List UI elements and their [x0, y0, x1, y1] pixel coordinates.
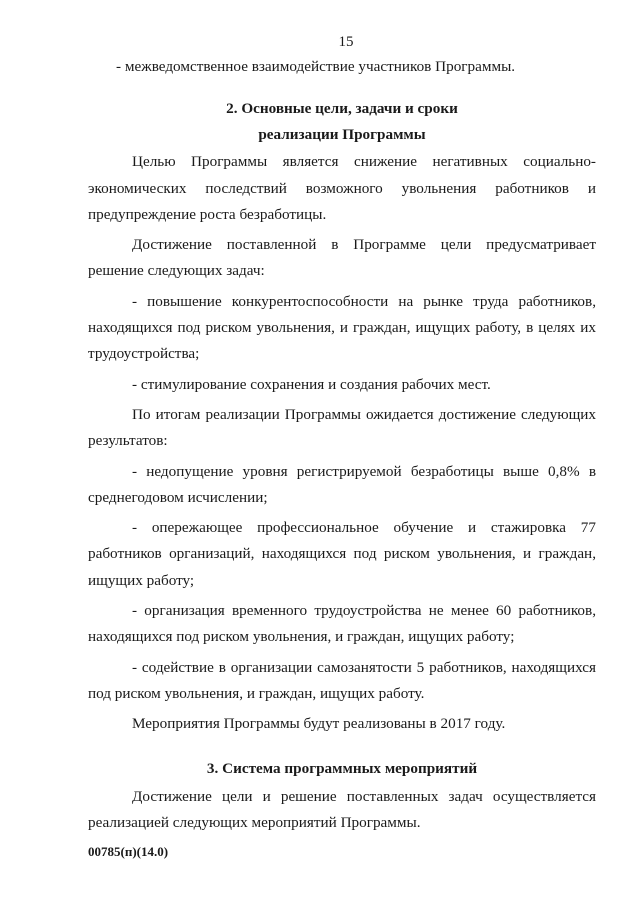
bullet-self-employment: - содействие в организации самозанятости 5 работников, находящихся под риском увольнения, и граждан, ищущих работу.: [88, 658, 596, 702]
page-number: 15: [338, 34, 354, 50]
intro-bullet: - межведомственное взаимодействие участников Программы.: [116, 58, 516, 75]
bullet-competitiveness: - повышение конкурентоспособности на рынке труда работников, находящихся под риском увольнения, и граждан, ищущих работу, в целях их трудоустройства;: [88, 292, 596, 363]
section-3-title: 3. Система программных мероприятий: [206, 759, 478, 777]
section-3-heading: [88, 756, 596, 782]
document-page: [88, 32, 596, 836]
paragraph-results-intro: По итогам реализации Программы ожидается достижение следующих результатов:: [88, 405, 596, 450]
paragraph-timeline: Мероприятия Программы будут реализованы в 2017 году.: [132, 715, 506, 733]
section-2-title-line-1: 2. Основные цели, задачи и сроки: [226, 100, 458, 118]
bullet-training: - опережающее профессиональное обучение и стажировка 77 работников организаций, находящихся под риском увольнения, и граждан, ищущих работу;: [88, 519, 596, 589]
bullet-unemployment: - недопущение уровня регистрируемой безработицы выше 0,8% в среднегодовом исчислении;: [88, 462, 596, 506]
paragraph-tasks-intro: Достижение поставленной в Программе цели предусматривает решение следующих задач:: [88, 236, 596, 280]
paragraph-measures: Достижение цели и решение поставленных задач осуществляется реализацией следующих мероприятий Программы.: [88, 787, 596, 831]
bullet-jobs: - стимулирование сохранения и создания рабочих мест.: [132, 375, 491, 393]
section-2-heading: [88, 96, 596, 148]
section-2-title-line-2: реализации Программы: [258, 126, 426, 144]
footer-document-code: 00785(п)(14.0): [88, 844, 169, 859]
bullet-temporary-employment: - организация временного трудоустройства не менее 60 работников, находящихся под риском увольнения, и граждан, ищущих работу;: [88, 602, 596, 646]
paragraph-goal: Целью Программы является снижение негативных социально-экономических последствий возможного увольнения работников и предупреждение роста безработицы.: [88, 153, 596, 223]
